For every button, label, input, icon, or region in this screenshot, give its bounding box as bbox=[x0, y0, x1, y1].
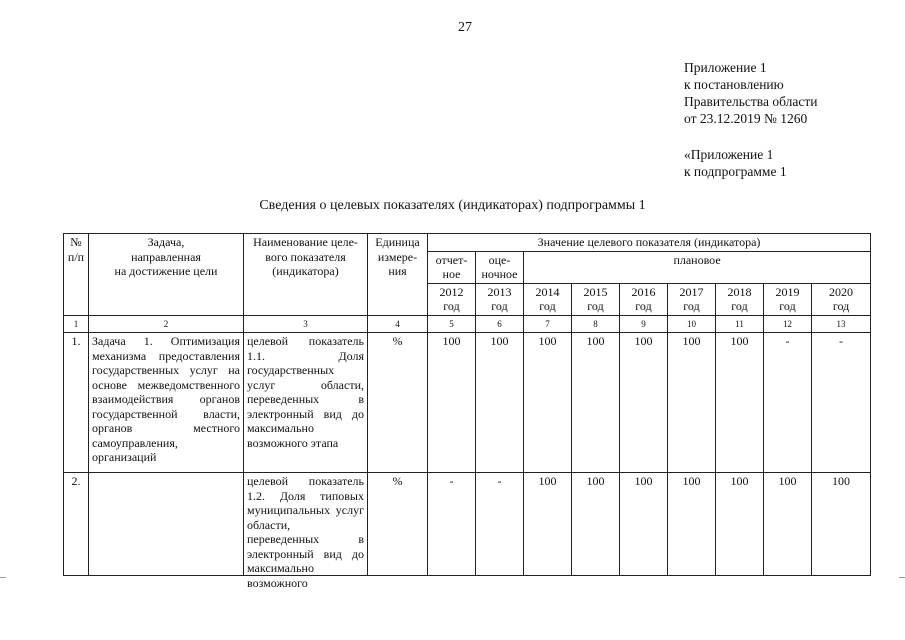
row-value: 100 bbox=[668, 333, 716, 473]
row-value: 100 bbox=[572, 333, 620, 473]
row-value: - bbox=[812, 333, 871, 473]
column-number: 1 bbox=[64, 315, 89, 333]
column-number: 5 bbox=[428, 315, 476, 333]
row-value: 100 bbox=[524, 333, 572, 473]
header-year: 2015 год bbox=[572, 283, 620, 315]
header-planned: плановое bbox=[524, 251, 871, 283]
row-indicator bbox=[244, 473, 368, 590]
row-value: 100 bbox=[668, 473, 716, 576]
column-number: 13 bbox=[812, 315, 871, 333]
row-value: - bbox=[428, 473, 476, 576]
appendix-sub-block bbox=[684, 146, 787, 180]
appendix-line: к постановлению bbox=[684, 77, 784, 92]
appendix-sub-line: к подпрограмме 1 bbox=[684, 164, 787, 179]
header-unit: Единица измере- ния bbox=[368, 234, 428, 316]
row-value: 100 bbox=[716, 473, 764, 576]
column-number: 8 bbox=[572, 315, 620, 333]
appendix-line: Правительства области bbox=[684, 94, 818, 109]
header-year: 2013 год bbox=[476, 283, 524, 315]
row-task: Задача 1. Оптимизация механизма предоставления государственных услуг на основе межведомственного взаимодействия органов государственной власти, органов местного самоуправления, организаций bbox=[89, 333, 244, 473]
appendix-line: Приложение 1 bbox=[684, 60, 767, 75]
row-unit: % bbox=[368, 333, 428, 473]
column-number: 10 bbox=[668, 315, 716, 333]
header-estimated: оце- ночное bbox=[476, 251, 524, 283]
row-value: 100 bbox=[716, 333, 764, 473]
header-num: № п/п bbox=[64, 234, 89, 316]
row-number: 2. bbox=[64, 473, 89, 576]
header-year: 2012 год bbox=[428, 283, 476, 315]
row-number: 1. bbox=[64, 333, 89, 473]
row-value: 100 bbox=[524, 473, 572, 576]
header-year: 2014 год bbox=[524, 283, 572, 315]
scan-edge-mark bbox=[899, 577, 905, 578]
header-year: 2017 год bbox=[668, 283, 716, 315]
row-value: 100 bbox=[476, 333, 524, 473]
header-reported: отчет- ное bbox=[428, 251, 476, 283]
header-task: Задача, направленная на достижение цели bbox=[89, 234, 244, 316]
appendix-block bbox=[684, 59, 817, 127]
row-value: - bbox=[476, 473, 524, 576]
column-numbers-row bbox=[64, 315, 871, 333]
column-number: 6 bbox=[476, 315, 524, 333]
page-number: 27 bbox=[458, 20, 472, 35]
appendix-line: от 23.12.2019 № 1260 bbox=[684, 111, 808, 126]
row-value: 100 bbox=[812, 473, 871, 576]
column-number: 11 bbox=[716, 315, 764, 333]
document-title: Сведения о целевых показателях (индикаторах) подпрограммы 1 bbox=[259, 198, 646, 213]
row-unit: % bbox=[368, 473, 428, 576]
row-value: 100 bbox=[620, 473, 668, 576]
indicators-table bbox=[63, 233, 871, 590]
row-value: 100 bbox=[572, 473, 620, 576]
header-year: 2020 год bbox=[812, 283, 871, 315]
table-row bbox=[64, 473, 871, 576]
row-task bbox=[89, 473, 244, 576]
row-value: - bbox=[764, 333, 812, 473]
appendix-sub-line: «Приложение 1 bbox=[684, 147, 774, 162]
column-number: 4 bbox=[368, 315, 428, 333]
column-number: 3 bbox=[244, 315, 368, 333]
column-number: 2 bbox=[89, 315, 244, 333]
header-value-group: Значение целевого показателя (индикатора) bbox=[428, 234, 871, 252]
header-year: 2018 год bbox=[716, 283, 764, 315]
header-indicator-name: Наименование целе- вого показателя (индикатора) bbox=[244, 234, 368, 316]
row-indicator: целевой показатель 1.1. Доля государственных услуг области, переведенных в электронный вид до максимально возможного этапа bbox=[244, 333, 368, 473]
row-value: 100 bbox=[764, 473, 812, 576]
column-number: 7 bbox=[524, 315, 572, 333]
header-row bbox=[64, 234, 871, 252]
row-value: 100 bbox=[428, 333, 476, 473]
header-year: 2016 год bbox=[620, 283, 668, 315]
column-number: 9 bbox=[620, 315, 668, 333]
scan-edge-mark bbox=[0, 577, 6, 578]
header-year: 2019 год bbox=[764, 283, 812, 315]
row-value: 100 bbox=[620, 333, 668, 473]
column-number: 12 bbox=[764, 315, 812, 333]
row-indicator-text: целевой показатель 1.2. Доля типовых муниципальных услуг области, переведенных в электронный вид до максимально возможного bbox=[247, 474, 364, 590]
table-row bbox=[64, 333, 871, 473]
